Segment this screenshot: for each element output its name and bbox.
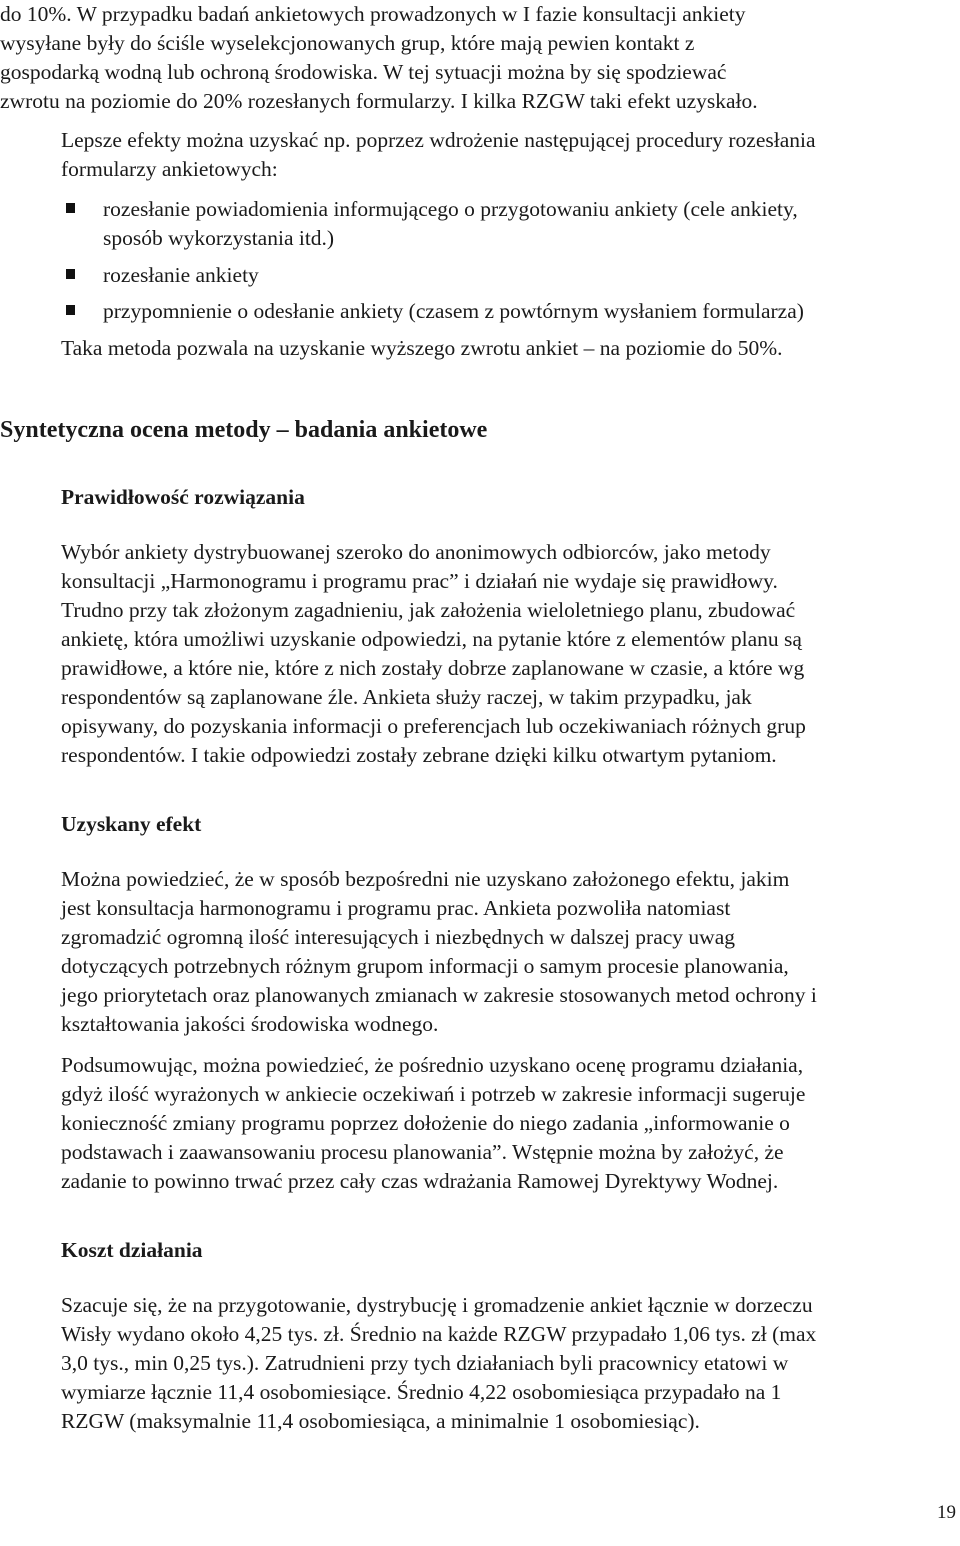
paragraph-line: dotyczących potrzebnych różnym grupom informacji o samym procesie planowania,	[61, 954, 789, 978]
paragraph-line: gdyż ilość wyrażonych w ankiecie oczekiwań i potrzeb w zakresie informacji sugeruje	[61, 1082, 806, 1106]
paragraph-line: 3,0 tys., min 0,25 tys.). Zatrudnieni przy tych działaniach byli pracownicy etatowi w	[61, 1351, 789, 1375]
paragraph-line: Wisły wydano około 4,25 tys. zł. Średnio na każde RZGW przypadało 1,06 tys. zł (max	[61, 1322, 817, 1346]
paragraph-line: Można powiedzieć, że w sposób bezpośredni nie uzyskano założonego efektu, jakim	[61, 867, 790, 891]
paragraph-line: respondentów są zaplanowane źle. Ankieta służy raczej, w takim przypadku, jak	[61, 685, 752, 709]
bullet-icon	[66, 305, 75, 315]
bullet-item: rozesłanie ankiety	[103, 263, 259, 287]
intro-line: zwrotu na poziomie do 20% rozesłanych formularzy. I kilka RZGW taki efekt uzyskało.	[0, 89, 758, 113]
paragraph-line: ankietę, która umożliwi uzyskanie odpowiedzi, na pytanie które z elementów planu są	[61, 627, 802, 651]
intro-line: wysyłane były do ściśle wyselekcjonowanych grup, które mają pewien kontakt z	[0, 31, 695, 55]
bullet-item: przypomnienie o odesłanie ankiety (czasem z powtórnym wysłaniem formularza)	[103, 299, 804, 323]
heading-efekt: Uzyskany efekt	[61, 812, 202, 836]
paragraph-line: Szacuje się, że na przygotowanie, dystrybucję i gromadzenie ankiet łącznie w dorzeczu	[61, 1293, 813, 1317]
bullet-item: rozesłanie powiadomienia informującego o przygotowaniu ankiety (cele ankiety,	[103, 197, 798, 221]
heading-prawidlowosc: Prawidłowość rozwiązania	[61, 485, 305, 509]
bullet-item-continued: sposób wykorzystania itd.)	[103, 226, 335, 250]
paragraph-line: jego priorytetach oraz planowanych zmianach w zakresie stosowanych metod ochrony i	[61, 983, 817, 1007]
paragraph-line: podstawach i zaawansowaniu procesu planowania”. Wstępnie można by założyć, że	[61, 1140, 784, 1164]
bullet-icon	[66, 269, 75, 279]
paragraph-line: jest konsultacja harmonogramu i programu prac. Ankieta pozwoliła natomiast	[61, 896, 731, 920]
procedure-line: formularzy ankietowych:	[61, 157, 278, 181]
paragraph-line: prawidłowe, a które nie, które z nich zostały dobrze zaplanowane w czasie, a które wg	[61, 656, 805, 680]
paragraph-line: zgromadzić ogromną ilość interesujących i niezbędnych w dalszej pracy uwag	[61, 925, 735, 949]
paragraph-line: Wybór ankiety dystrybuowanej szeroko do anonimowych odbiorców, jako metody	[61, 540, 771, 564]
paragraph-line: respondentów. I takie odpowiedzi zostały zebrane dzięki kilku otwartym pytaniom.	[61, 743, 777, 767]
conclusion-line: Taka metoda pozwala na uzyskanie wyższego zwrotu ankiet – na poziomie do 50%.	[61, 336, 783, 360]
procedure-line: Lepsze efekty można uzyskać np. poprzez wdrożenie następującej procedury rozesłania	[61, 128, 816, 152]
intro-line: gospodarką wodną lub ochroną środowiska. W tej sytuacji można by się spodziewać	[0, 60, 727, 84]
paragraph-line: konsultacji „Harmonogramu i programu prac” i działań nie wydaje się prawidłowy.	[61, 569, 778, 593]
section-title: Syntetyczna ocena metody – badania ankietowe	[0, 417, 488, 443]
paragraph-line: Trudno przy tak złożonym zagadnieniu, jak założenia wieloletniego planu, zbudować	[61, 598, 796, 622]
paragraph-line: kształtowania jakości środowiska wodnego.	[61, 1012, 439, 1036]
paragraph-line: zadanie to powinno trwać przez cały czas wdrażania Ramowej Dyrektywy Wodnej.	[61, 1169, 779, 1193]
bullet-icon	[66, 203, 75, 213]
intro-line: do 10%. W przypadku badań ankietowych prowadzonych w I fazie konsultacji ankiety	[0, 2, 746, 26]
paragraph-line: konieczność zmiany programu poprzez dołożenie do niego zadania „informowanie o	[61, 1111, 790, 1135]
paragraph-line: RZGW (maksymalnie 11,4 osobomiesiąca, a minimalnie 1 osobomiesiąc).	[61, 1409, 700, 1433]
paragraph-line: opisywany, do pozyskania informacji o preferencjach lub oczekiwaniach różnych grup	[61, 714, 806, 738]
paragraph-line: wymiarze łącznie 11,4 osobomiesiące. Średnio 4,22 osobomiesiąca przypadało na 1	[61, 1380, 782, 1404]
heading-koszt: Koszt działania	[61, 1238, 203, 1262]
paragraph-line: Podsumowując, można powiedzieć, że pośrednio uzyskano ocenę programu działania,	[61, 1053, 804, 1077]
page-number: 19	[937, 1502, 956, 1523]
